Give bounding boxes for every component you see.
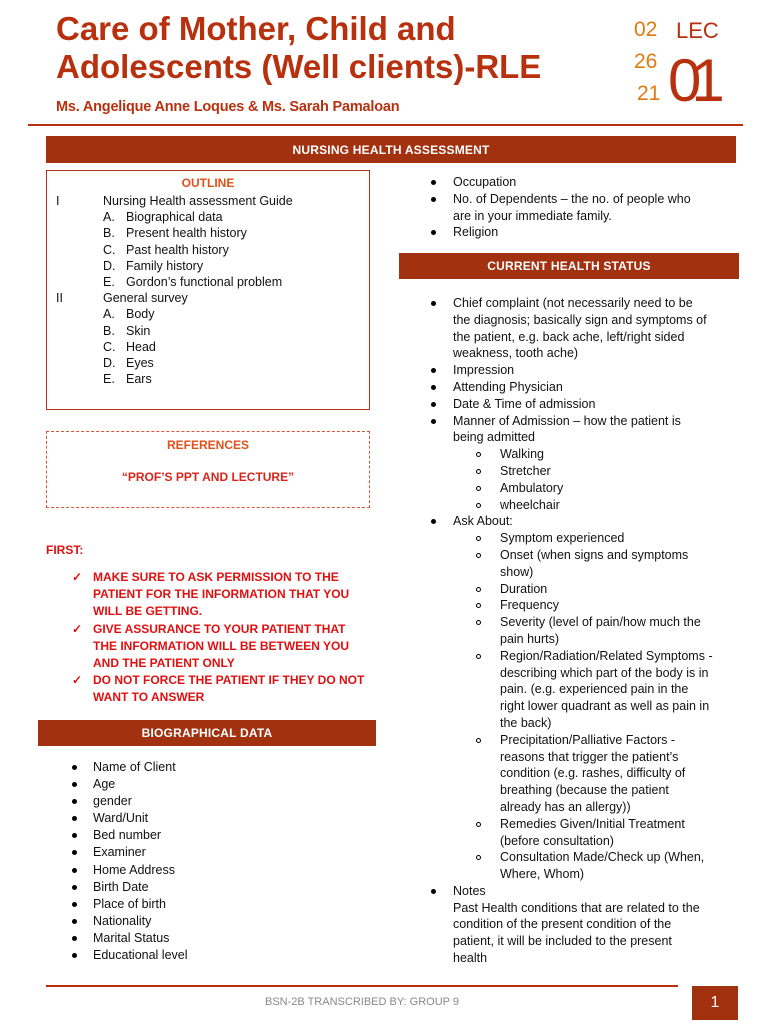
page-number: 1 (692, 986, 738, 1020)
current-item-manner (431, 413, 751, 447)
item-line: pain hurts) (500, 631, 560, 646)
footer-text: BSN-2B TRANSCRIBED BY: GROUP 9 (265, 996, 459, 1008)
sub-item (431, 547, 751, 581)
item-line: breathing (because the patient (500, 783, 669, 798)
current-item-impression (431, 362, 751, 379)
bullet-icon (72, 919, 77, 924)
bio-item-text: Nationality (93, 913, 152, 928)
bullet-icon (431, 301, 436, 306)
sub-item (431, 816, 751, 850)
item-line: Severity (level of pain/how much the (500, 615, 701, 630)
outline-numeral: I (56, 194, 60, 208)
bio-item (72, 947, 362, 964)
outline-item-text: Present health history (126, 226, 247, 241)
item-line: Date & Time of admission (453, 396, 596, 411)
outline-letter: B. (103, 323, 115, 338)
bio-item-text: Ward/Unit (93, 811, 149, 826)
item-line: pain. (e.g. experienced pain in the (500, 682, 689, 697)
current-item-chief-complaint (431, 295, 751, 362)
bullet-icon (72, 936, 77, 941)
first-item-line: WANT TO ANSWER (93, 690, 205, 705)
right-top-item (431, 191, 741, 225)
bullet-icon (431, 519, 436, 524)
item-line: condition of the present condition of the (453, 917, 672, 932)
date-month: 02 (634, 18, 658, 41)
bullet-icon (431, 368, 436, 373)
bio-item-text: Home Address (93, 862, 175, 877)
outline-list (56, 193, 366, 387)
outline-letter: C. (103, 339, 116, 354)
bio-item-text: gender (93, 794, 132, 809)
outline-item-text: Ears (126, 372, 152, 387)
bullet-icon (72, 833, 77, 838)
first-list (72, 569, 382, 707)
item-line: Frequency (500, 598, 560, 613)
lecture-number: 01 (668, 47, 715, 114)
sub-item (431, 732, 751, 816)
sub-item (431, 597, 751, 614)
item-line: reasons that trigger the patient’s (500, 749, 679, 764)
first-item-line: WILL BE GETTING. (93, 604, 203, 619)
current-list (431, 295, 751, 967)
outline-item (56, 225, 366, 241)
date-year: 21 (637, 82, 661, 105)
current-item-notes (431, 883, 751, 967)
item-line: Impression (453, 363, 515, 378)
first-item-line: MAKE SURE TO ASK PERMISSION TO THE (93, 570, 339, 584)
bullet-icon (72, 902, 77, 907)
outline-letter: E. (103, 274, 115, 289)
bio-item-text: Name of Client (93, 760, 176, 774)
bullet-icon (431, 419, 436, 424)
outline-heading: Nursing Health assessment Guide (103, 194, 293, 208)
item-line: show) (500, 564, 534, 579)
item-line: Where, Whom) (500, 867, 585, 882)
bullet-icon (72, 765, 77, 770)
references-text: “PROF’S PPT AND LECTURE” (121, 470, 295, 484)
right-top-item (431, 174, 741, 191)
current-item-physician (431, 379, 751, 396)
bio-item (72, 776, 362, 793)
item-line: Occupation (453, 175, 517, 189)
first-item-line: PATIENT FOR THE INFORMATION THAT YOU (93, 587, 350, 602)
outline-item-text: Body (126, 307, 155, 322)
item-line: Religion (453, 225, 499, 240)
item-line: Remedies Given/Initial Treatment (500, 816, 685, 831)
outline-item-text: Skin (126, 323, 151, 338)
outline-item (56, 371, 366, 387)
bio-item-text: Marital Status (93, 930, 170, 945)
sub-item (431, 648, 751, 732)
outline-item (56, 274, 366, 290)
outline-letter: B. (103, 226, 115, 241)
circle-bullet-icon (476, 822, 481, 827)
item-line: Region/Radiation/Related Symptoms - (500, 648, 713, 663)
outline-item-text: Head (126, 339, 156, 354)
item-line: Consultation Made/Check up (When, (500, 850, 705, 865)
bio-item (72, 862, 362, 879)
bullet-icon (72, 885, 77, 890)
item-line: Ambulatory (500, 480, 564, 495)
outline-item (56, 339, 366, 355)
bio-item-text: Examiner (93, 845, 146, 860)
bio-item-text: Place of birth (93, 896, 166, 911)
sub-item (431, 849, 751, 883)
sub-item (431, 497, 751, 514)
outline-item-text: Family history (126, 258, 204, 273)
bullet-icon (72, 850, 77, 855)
right-top-item (431, 224, 741, 241)
outline-item-text: Gordon’s functional problem (126, 274, 283, 289)
item-line: the back) (500, 715, 552, 730)
outline-item-text: Past health history (126, 242, 229, 257)
first-item (72, 621, 382, 673)
outline-letter: D. (103, 258, 116, 273)
authors: Ms. Angelique Anne Loques & Ms. Sarah Pamaloan (56, 99, 400, 115)
current-item-datetime (431, 396, 751, 413)
outline-numeral: II (56, 291, 63, 306)
bio-item (72, 810, 362, 827)
check-icon: ✓ (72, 570, 83, 584)
bio-item (72, 913, 362, 930)
first-item-line: GIVE ASSURANCE TO YOUR PATIENT THAT (93, 621, 346, 636)
outline-item-text: Eyes (126, 355, 154, 370)
sub-item (431, 480, 751, 497)
bio-item (72, 879, 362, 896)
sub-item (431, 446, 751, 463)
bio-item (72, 844, 362, 861)
bio-item-text: Bed number (93, 828, 162, 843)
circle-bullet-icon (476, 738, 481, 743)
bullet-icon (72, 799, 77, 804)
sub-item (431, 581, 751, 598)
circle-bullet-icon (476, 536, 481, 541)
item-line: are in your immediate family. (453, 208, 612, 223)
item-line: Ask About: (453, 514, 513, 529)
circle-bullet-icon (476, 469, 481, 474)
item-line: Onset (when signs and symptoms (500, 547, 689, 562)
bullet-icon (431, 180, 436, 185)
first-item (72, 569, 382, 621)
circle-bullet-icon (476, 587, 481, 592)
item-line: No. of Dependents – the no. of people who (453, 191, 691, 206)
bullet-icon (431, 230, 436, 235)
title-line-2: Adolescents (Well clients)-RLE (56, 48, 542, 85)
outline-item (56, 323, 366, 339)
item-line: already has an allergy)) (500, 799, 631, 814)
first-item (72, 672, 382, 706)
outline-item-text: Biographical data (126, 210, 223, 225)
bullet-icon (72, 953, 77, 958)
item-line: Precipitation/Palliative Factors - (500, 732, 676, 747)
item-line: being admitted (453, 430, 536, 445)
item-line: weakness, tooth ache) (453, 346, 579, 361)
outline-heading: General survey (103, 291, 188, 306)
outline-letter: A. (103, 307, 115, 322)
first-label: FIRST: (46, 543, 84, 557)
outline-item (56, 242, 366, 258)
item-line: Walking (500, 447, 544, 462)
sub-item (431, 463, 751, 480)
bullet-icon (72, 816, 77, 821)
bullet-icon (431, 197, 436, 202)
item-line: condition (e.g. rashes, difficulty of (500, 766, 686, 781)
bio-item-text: Birth Date (93, 879, 149, 894)
item-line: Duration (500, 581, 548, 596)
item-line: Past Health conditions that are related to the (453, 900, 700, 915)
outline-letter: C. (103, 242, 116, 257)
circle-bullet-icon (476, 654, 481, 659)
header-divider (28, 124, 743, 126)
right-top-list (431, 174, 741, 241)
item-line: Stretcher (500, 463, 551, 478)
circle-bullet-icon (476, 553, 481, 558)
first-item-line: DO NOT FORCE THE PATIENT IF THEY DO NOT (93, 673, 365, 688)
first-item-line: THE INFORMATION WILL BE BETWEEN YOU (93, 638, 349, 653)
circle-bullet-icon (476, 855, 481, 860)
item-line: wheelchair (500, 497, 560, 512)
bullet-icon (72, 782, 77, 787)
section-bar-biographical-data: BIOGRAPHICAL DATA (38, 720, 376, 746)
circle-bullet-icon (476, 503, 481, 508)
outline-item (56, 355, 366, 371)
sub-item (431, 614, 751, 648)
bio-item-text: Educational level (93, 948, 188, 963)
sub-item (431, 530, 751, 547)
bullet-icon (72, 868, 77, 873)
date-day: 26 (634, 50, 658, 73)
bullet-icon (431, 402, 436, 407)
footer-divider (46, 985, 678, 987)
bio-item (72, 793, 362, 810)
current-item-ask (431, 513, 751, 530)
item-line: right lower quadrant as well as pain in (500, 699, 710, 714)
item-line: (before consultation) (500, 833, 614, 848)
outline-group-heading (56, 193, 366, 209)
check-icon: ✓ (72, 621, 83, 636)
bio-list (72, 759, 362, 964)
lecture-label: LEC (676, 18, 719, 43)
outline-item (56, 209, 366, 225)
outline-item (56, 258, 366, 274)
outline-letter: E. (103, 372, 115, 387)
circle-bullet-icon (476, 620, 481, 625)
outline-letter: D. (103, 355, 116, 370)
section-bar-current-health-status: CURRENT HEALTH STATUS (399, 253, 739, 279)
circle-bullet-icon (476, 486, 481, 491)
references-title: REFERENCES (166, 438, 249, 452)
item-line: Notes (453, 883, 486, 898)
item-line: describing which part of the body is in (500, 665, 709, 680)
outline-letter: A. (103, 210, 115, 225)
bullet-icon (431, 889, 436, 894)
bio-item (72, 930, 362, 947)
item-line: Symptom experienced (500, 531, 625, 546)
title-line-1: Care of Mother, Child and (56, 10, 456, 47)
item-line: Chief complaint (not necessarily need to be (453, 296, 693, 310)
document-title (56, 10, 616, 86)
outline-item (56, 306, 366, 322)
item-line: patient, it will be included to the present (453, 934, 672, 949)
check-icon: ✓ (72, 673, 83, 688)
item-line: Attending Physician (453, 379, 563, 394)
bio-item (72, 759, 362, 776)
bullet-icon (431, 385, 436, 390)
item-line: the diagnosis; basically sign and symptoms of (453, 312, 707, 327)
section-bar-nursing-assessment: NURSING HEALTH ASSESSMENT (46, 136, 736, 163)
circle-bullet-icon (476, 452, 481, 457)
item-line: Manner of Admission – how the patient is (453, 413, 681, 428)
item-line: the patient, e.g. back ache, left/right sided (453, 329, 685, 344)
outline-title: OUTLINE (181, 176, 235, 190)
outline-group-heading (56, 290, 366, 306)
bio-item (72, 896, 362, 913)
circle-bullet-icon (476, 603, 481, 608)
item-line: health (453, 951, 488, 966)
first-item-line: AND THE PATIENT ONLY (93, 656, 235, 671)
bio-item-text: Age (93, 777, 116, 792)
bio-item (72, 827, 362, 844)
